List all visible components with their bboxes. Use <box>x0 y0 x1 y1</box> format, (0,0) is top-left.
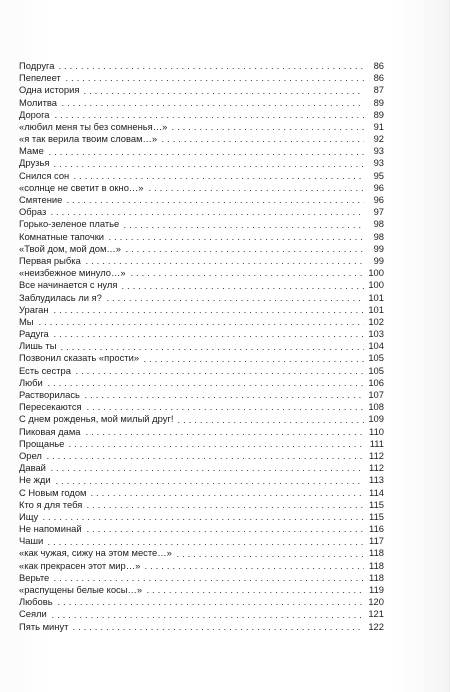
toc-dot-leader <box>143 561 364 570</box>
toc-entry-title: Мы <box>19 315 34 327</box>
toc-entry-title: Снился сон <box>19 169 70 181</box>
toc-entry-page-number: 118 <box>369 571 384 583</box>
toc-dot-leader <box>124 244 364 253</box>
toc-entry-page-number: 100 <box>368 279 384 291</box>
toc-entry <box>19 121 384 133</box>
toc-entry-title: Есть сестра <box>19 364 71 376</box>
toc-entry-title: «распущены белые косы…» <box>19 584 143 596</box>
table-of-contents <box>19 60 384 633</box>
toc-entry-page-number: 115 <box>369 510 384 522</box>
toc-entry-page-number: 114 <box>369 486 384 498</box>
toc-entry-page-number: 96 <box>373 181 384 193</box>
toc-entry-page-number: 106 <box>368 376 384 388</box>
toc-dot-leader <box>122 220 364 229</box>
toc-entry-page-number: 95 <box>373 169 384 181</box>
toc-dot-leader <box>89 488 364 497</box>
toc-entry <box>19 170 384 182</box>
toc-entry-page-number: 101 <box>368 303 384 315</box>
toc-entry <box>19 389 384 401</box>
toc-entry-title: Заблудилась ли я? <box>19 291 102 303</box>
toc-entry-page-number: 101 <box>368 291 384 303</box>
toc-entry-title: Орел <box>19 449 42 461</box>
toc-dot-leader <box>85 402 364 411</box>
toc-entry-page-number: 105 <box>368 352 384 364</box>
toc-dot-leader <box>49 207 364 216</box>
toc-entry <box>19 523 384 535</box>
toc-entry-page-number: 89 <box>373 108 384 120</box>
toc-entry-title: Не напоминай <box>19 523 82 535</box>
toc-entry-title: Одна история <box>19 84 80 96</box>
toc-entry-page-number: 122 <box>368 620 384 632</box>
toc-entry <box>19 353 384 365</box>
toc-entry <box>19 84 384 96</box>
toc-entry <box>19 255 384 267</box>
toc-entry-title: Чаши <box>19 535 44 547</box>
toc-entry <box>19 279 384 291</box>
toc-entry-page-number: 92 <box>373 133 384 145</box>
toc-entry-title: Лишь ты <box>19 340 57 352</box>
toc-entry <box>19 340 384 352</box>
toc-entry-page-number: 119 <box>369 584 384 596</box>
toc-dot-leader <box>176 415 364 424</box>
toc-entry <box>19 450 384 462</box>
toc-dot-leader <box>82 86 364 95</box>
toc-entry-title: С днем рожденья, мой милый друг! <box>19 413 174 425</box>
toc-entry-title: С Новым годом <box>19 486 87 498</box>
toc-entry-title: Первая рыбка <box>19 254 81 266</box>
toc-entry-title: Пепелеет <box>19 72 61 84</box>
toc-dot-leader <box>84 256 364 265</box>
toc-entry-page-number: 117 <box>369 535 384 547</box>
toc-entry <box>19 474 384 486</box>
toc-entry <box>19 97 384 109</box>
toc-entry-page-number: 104 <box>368 340 384 352</box>
toc-entry <box>19 218 384 230</box>
toc-entry-title: «солнце не светит в окно…» <box>19 181 144 193</box>
toc-entry-page-number: 103 <box>368 328 384 340</box>
toc-entry-page-number: 120 <box>368 596 384 608</box>
toc-entry <box>19 328 384 340</box>
toc-entry-page-number: 108 <box>368 401 384 413</box>
toc-entry <box>19 584 384 596</box>
toc-entry <box>19 60 384 72</box>
toc-entry <box>19 145 384 157</box>
toc-entry-page-number: 86 <box>373 59 384 71</box>
toc-entry-page-number: 112 <box>369 449 384 461</box>
toc-dot-leader <box>107 232 364 241</box>
toc-dot-leader <box>160 134 364 143</box>
toc-dot-leader <box>120 281 364 290</box>
toc-entry <box>19 572 384 584</box>
toc-dot-leader <box>74 366 364 375</box>
toc-entry-title: Пиковая дама <box>19 425 81 437</box>
toc-dot-leader <box>84 427 364 436</box>
toc-entry-page-number: 99 <box>373 242 384 254</box>
toc-dot-leader <box>49 463 364 472</box>
toc-entry-title: «я так верила твоим словам…» <box>19 133 158 145</box>
toc-entry-title: Горько-зеленое платье <box>19 218 120 230</box>
toc-entry <box>19 365 384 377</box>
toc-entry-page-number: 118 <box>369 547 384 559</box>
toc-entry <box>19 462 384 474</box>
toc-entry-page-number: 87 <box>373 84 384 96</box>
toc-entry-page-number: 97 <box>373 206 384 218</box>
toc-dot-leader <box>50 610 364 619</box>
toc-entry-title: Сеяли <box>19 608 47 620</box>
toc-entry-page-number: 110 <box>369 425 384 437</box>
toc-entry <box>19 426 384 438</box>
toc-entry <box>19 133 384 145</box>
toc-entry <box>19 413 384 425</box>
toc-dot-leader <box>129 268 364 277</box>
toc-entry-title: Смятение <box>19 194 63 206</box>
toc-dot-leader <box>52 329 364 338</box>
toc-dot-leader <box>85 500 364 509</box>
toc-entry-title: Позвонил сказать «прости» <box>19 352 140 364</box>
toc-entry-title: Верьте <box>19 571 50 583</box>
toc-dot-leader <box>52 159 364 168</box>
toc-entry-page-number: 113 <box>369 474 384 486</box>
toc-entry-page-number: 107 <box>368 389 384 401</box>
toc-dot-leader <box>142 354 364 363</box>
toc-entry <box>19 194 384 206</box>
toc-entry <box>19 401 384 413</box>
toc-dot-leader <box>46 378 364 387</box>
toc-dot-leader <box>60 98 364 107</box>
toc-entry <box>19 499 384 511</box>
toc-entry-page-number: 96 <box>373 194 384 206</box>
toc-entry-page-number: 100 <box>368 267 384 279</box>
toc-entry <box>19 596 384 608</box>
toc-dot-leader <box>72 171 364 180</box>
toc-entry <box>19 109 384 121</box>
toc-dot-leader <box>56 597 364 606</box>
toc-entry <box>19 304 384 316</box>
toc-dot-leader <box>85 524 364 533</box>
toc-dot-leader <box>46 537 364 546</box>
toc-dot-leader <box>47 147 364 156</box>
toc-entry-title: Маме <box>19 145 44 157</box>
toc-dot-leader <box>71 622 364 631</box>
toc-entry <box>19 548 384 560</box>
toc-entry-title: Радуга <box>19 328 49 340</box>
toc-entry-page-number: 109 <box>368 413 384 425</box>
toc-entry-page-number: 118 <box>369 559 384 571</box>
toc-entry <box>19 231 384 243</box>
toc-entry-title: Подруга <box>19 59 55 71</box>
toc-entry-page-number: 98 <box>373 230 384 242</box>
toc-entry <box>19 158 384 170</box>
toc-entry-page-number: 93 <box>373 145 384 157</box>
toc-entry <box>19 377 384 389</box>
toc-entry <box>19 72 384 84</box>
toc-entry-title: «неизбежное минуло…» <box>19 267 126 279</box>
toc-entry-title: Все начинается с нуля <box>19 279 118 291</box>
toc-entry <box>19 535 384 547</box>
toc-entry <box>19 621 384 633</box>
toc-dot-leader <box>53 110 364 119</box>
toc-dot-leader <box>67 439 364 448</box>
toc-entry-title: Растворилась <box>19 389 80 401</box>
toc-entry-page-number: 86 <box>373 72 384 84</box>
toc-entry-title: Ураган <box>19 303 49 315</box>
toc-entry-page-number: 105 <box>368 364 384 376</box>
toc-entry-title: Пять минут <box>19 620 69 632</box>
toc-entry-page-number: 121 <box>368 608 384 620</box>
toc-entry-title: Дорога <box>19 108 50 120</box>
toc-dot-leader <box>65 195 364 204</box>
toc-entry <box>19 511 384 523</box>
toc-entry-title: Любовь <box>19 596 53 608</box>
toc-entry <box>19 182 384 194</box>
toc-dot-leader <box>45 451 364 460</box>
toc-dot-leader <box>37 317 364 326</box>
toc-entry-page-number: 89 <box>373 96 384 108</box>
toc-entry-title: Люби <box>19 376 43 388</box>
toc-entry-page-number: 116 <box>369 523 384 535</box>
toc-entry-title: «Твой дом, мой дом…» <box>19 242 122 254</box>
toc-dot-leader <box>59 342 364 351</box>
toc-dot-leader <box>64 73 364 82</box>
toc-entry-title: Кто я для тебя <box>19 498 83 510</box>
toc-entry <box>19 608 384 620</box>
toc-entry <box>19 292 384 304</box>
toc-entry <box>19 560 384 572</box>
toc-dot-leader <box>147 183 364 192</box>
toc-entry-title: Не жди <box>19 474 51 486</box>
toc-entry-page-number: 112 <box>369 462 384 474</box>
toc-entry <box>19 316 384 328</box>
toc-entry-title: Образ <box>19 206 47 218</box>
toc-entry-title: «любил меня ты без сомненья…» <box>19 120 168 132</box>
toc-entry-title: Молитва <box>19 96 58 108</box>
toc-entry-title: Прощанье <box>19 437 65 449</box>
toc-dot-leader <box>54 476 364 485</box>
toc-dot-leader <box>145 585 364 594</box>
toc-dot-leader <box>57 61 364 70</box>
toc-entry <box>19 243 384 255</box>
toc-entry-page-number: 91 <box>373 120 384 132</box>
toc-dot-leader <box>83 390 364 399</box>
toc-entry <box>19 438 384 450</box>
toc-dot-leader <box>175 549 364 558</box>
toc-dot-leader <box>52 305 364 314</box>
toc-entry-page-number: 111 <box>369 437 384 449</box>
toc-entry-title: «как чужая, сижу на этом месте…» <box>19 547 172 559</box>
toc-entry-title: Пересекаются <box>19 401 82 413</box>
toc-entry <box>19 267 384 279</box>
toc-entry <box>19 487 384 499</box>
toc-entry-title: Давай <box>19 462 46 474</box>
toc-entry-page-number: 93 <box>373 157 384 169</box>
toc-dot-leader <box>52 573 364 582</box>
toc-entry-page-number: 98 <box>373 218 384 230</box>
toc-entry-title: Ищу <box>19 510 39 522</box>
toc-entry-page-number: 115 <box>369 498 384 510</box>
toc-entry-title: Друзья <box>19 157 50 169</box>
toc-entry <box>19 206 384 218</box>
toc-entry-title: Комнатные тапочки <box>19 230 105 242</box>
toc-dot-leader <box>170 122 364 131</box>
toc-dot-leader <box>41 512 364 521</box>
toc-dot-leader <box>105 293 364 302</box>
toc-entry-page-number: 102 <box>368 315 384 327</box>
toc-entry-title: «как прекрасен этот мир…» <box>19 559 141 571</box>
toc-entry-page-number: 99 <box>373 254 384 266</box>
